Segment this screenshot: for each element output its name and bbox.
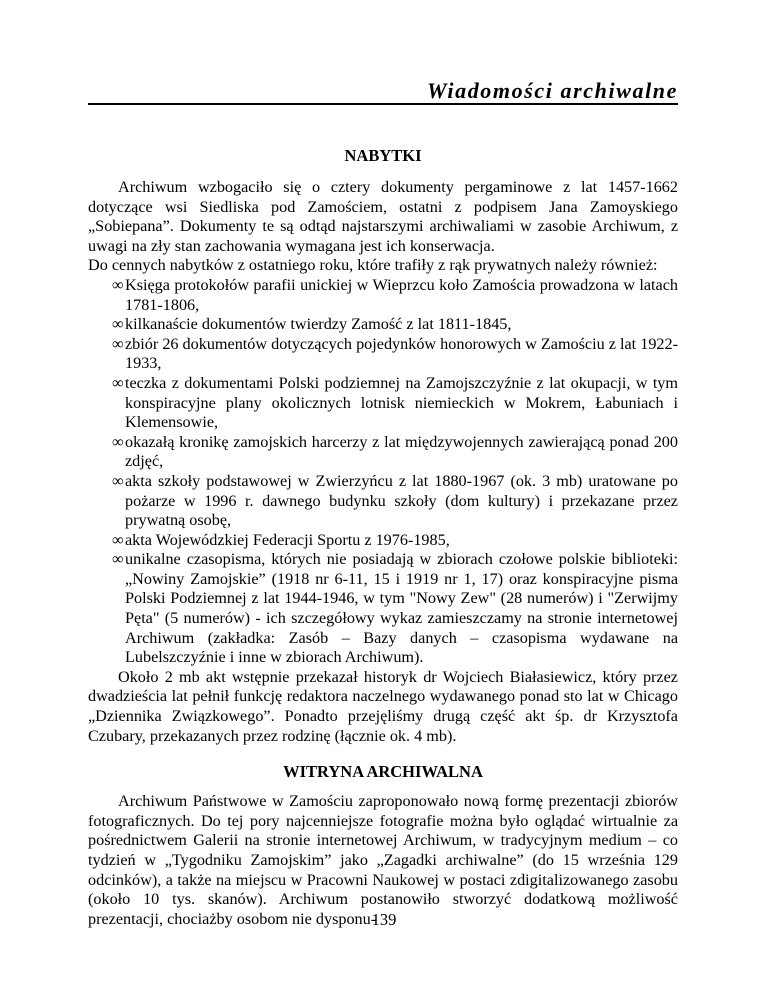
- list-item: ∞akta szkoły podstawowej w Zwierzyńcu z lat 1880-1967 (ok. 3 mb) uratowane po pożarze w 1996 r. dawnego budynku szkoły (dom kultury) i przekazane przez prywatną osobę,: [112, 471, 678, 530]
- infinity-bullet-icon: ∞: [112, 471, 124, 490]
- infinity-bullet-icon: ∞: [112, 530, 124, 549]
- paragraph-nabytki-1: Archiwum wzbogaciło się o cztery dokumenty pergaminowe z lat 1457-1662 dotyczące wsi Siedliska pod Zamościem, ostatni z podpisem Jana Zamoyskiego „Sobiepana”. Dokumenty te są odtąd najstarszymi archiwaliami w zasobie Archiwum, z uwagi na zły stan zachowania wymagana jest ich konserwacja.: [88, 178, 678, 255]
- list-item: ∞Księga protokołów parafii unickiej w Wieprzcu koło Zamościa prowadzona w latach 1781-1806,: [112, 275, 678, 314]
- acquisitions-list: [88, 276, 678, 668]
- list-item: ∞teczka z dokumentami Polski podziemnej na Zamojszczyźnie z lat okupacji, w tym konspiracyjne plany okolicznych lotnisk niemieckich w Mokrem, Łabuniach i Klemensowie,: [112, 373, 678, 432]
- paragraph-nabytki-3: Około 2 mb akt wstępnie przekazał historyk dr Wojciech Białasiewicz, który przez dwadzieścia lat pełnił funkcję redaktora naczelnego wydawanego ponad sto lat w Chicago „Dziennika Związkowego”. Ponadto przejęliśmy drugą część akt śp. dr Krzysztofa Czubary, przekazanych przez rodzinę (łącznie ok. 4 mb).: [88, 667, 678, 745]
- infinity-bullet-icon: ∞: [112, 334, 124, 353]
- infinity-bullet-icon: ∞: [112, 275, 124, 294]
- heading-witryna: WITRYNA ARCHIWALNA: [283, 762, 483, 782]
- list-item: ∞okazałą kronikę zamojskich harcerzy z lat międzywojennych zawierającą ponad 200 zdjęć,: [112, 432, 678, 471]
- running-header: Wiadomości archiwalne: [427, 78, 678, 103]
- list-item: ∞unikalne czasopisma, których nie posiadają w zbiorach czołowe polskie biblioteki: „Nowiny Zamojskie” (1918 nr 6-11, 15 i 1919 nr 1, 17) oraz konspiracyjne pisma Polski Podziemnej z lat 1944-1946, w tym "Nowy Zew" (28 numerów) i "Zerwijmy Pęta" (5 numerów) - ich szczegółowy wykaz zamieszczamy na stronie internetowej Archiwum (zakładka: Zasób – Bazy danych – czasopisma wydawane na Lubelszczyźnie i inne w zbiorach Archiwum).: [112, 550, 678, 667]
- header-rule: [88, 103, 678, 105]
- infinity-bullet-icon: ∞: [112, 432, 124, 451]
- list-item: ∞akta Wojewódzkiej Federacji Sportu z 1976-1985,: [112, 530, 450, 549]
- heading-nabytki: NABYTKI: [344, 146, 422, 165]
- list-item: ∞zbiór 26 dokumentów dotyczących pojedynków honorowych w Zamościu z lat 1922-1933,: [112, 334, 678, 373]
- page-body: [88, 140, 678, 929]
- infinity-bullet-icon: ∞: [112, 550, 124, 569]
- infinity-bullet-icon: ∞: [112, 315, 124, 334]
- infinity-bullet-icon: ∞: [112, 373, 124, 392]
- list-item: ∞kilkanaście dokumentów twierdzy Zamość z lat 1811-1845,: [112, 315, 512, 334]
- page-number: 139: [371, 910, 397, 929]
- paragraph-nabytki-2: Do cennych nabytków z ostatniego roku, które trafiły z rąk prywatnych należy również:: [88, 256, 658, 275]
- paragraph-witryna-1: Archiwum Państwowe w Zamościu zaproponowało nową formę prezentacji zbiorów fotograficznych. Do tej pory najcenniejsze fotografie można było oglądać wirtualnie za pośrednictwem Galerii na stronie internetowej Archiwum, w tradycyjnym medium – co tydzień w „Tygodniku Zamojskim” jako „Zagadki archiwalne” (do 15 września 129 odcinków), a także na miejscu w Pracowni Naukowej w postaci zdigitalizowanego zasobu (około 10 tys. skanów). Archiwum postanowiło stworzyć dodatkową możliwość prezentacji, chociażby osobom nie dysponu-: [88, 792, 678, 928]
